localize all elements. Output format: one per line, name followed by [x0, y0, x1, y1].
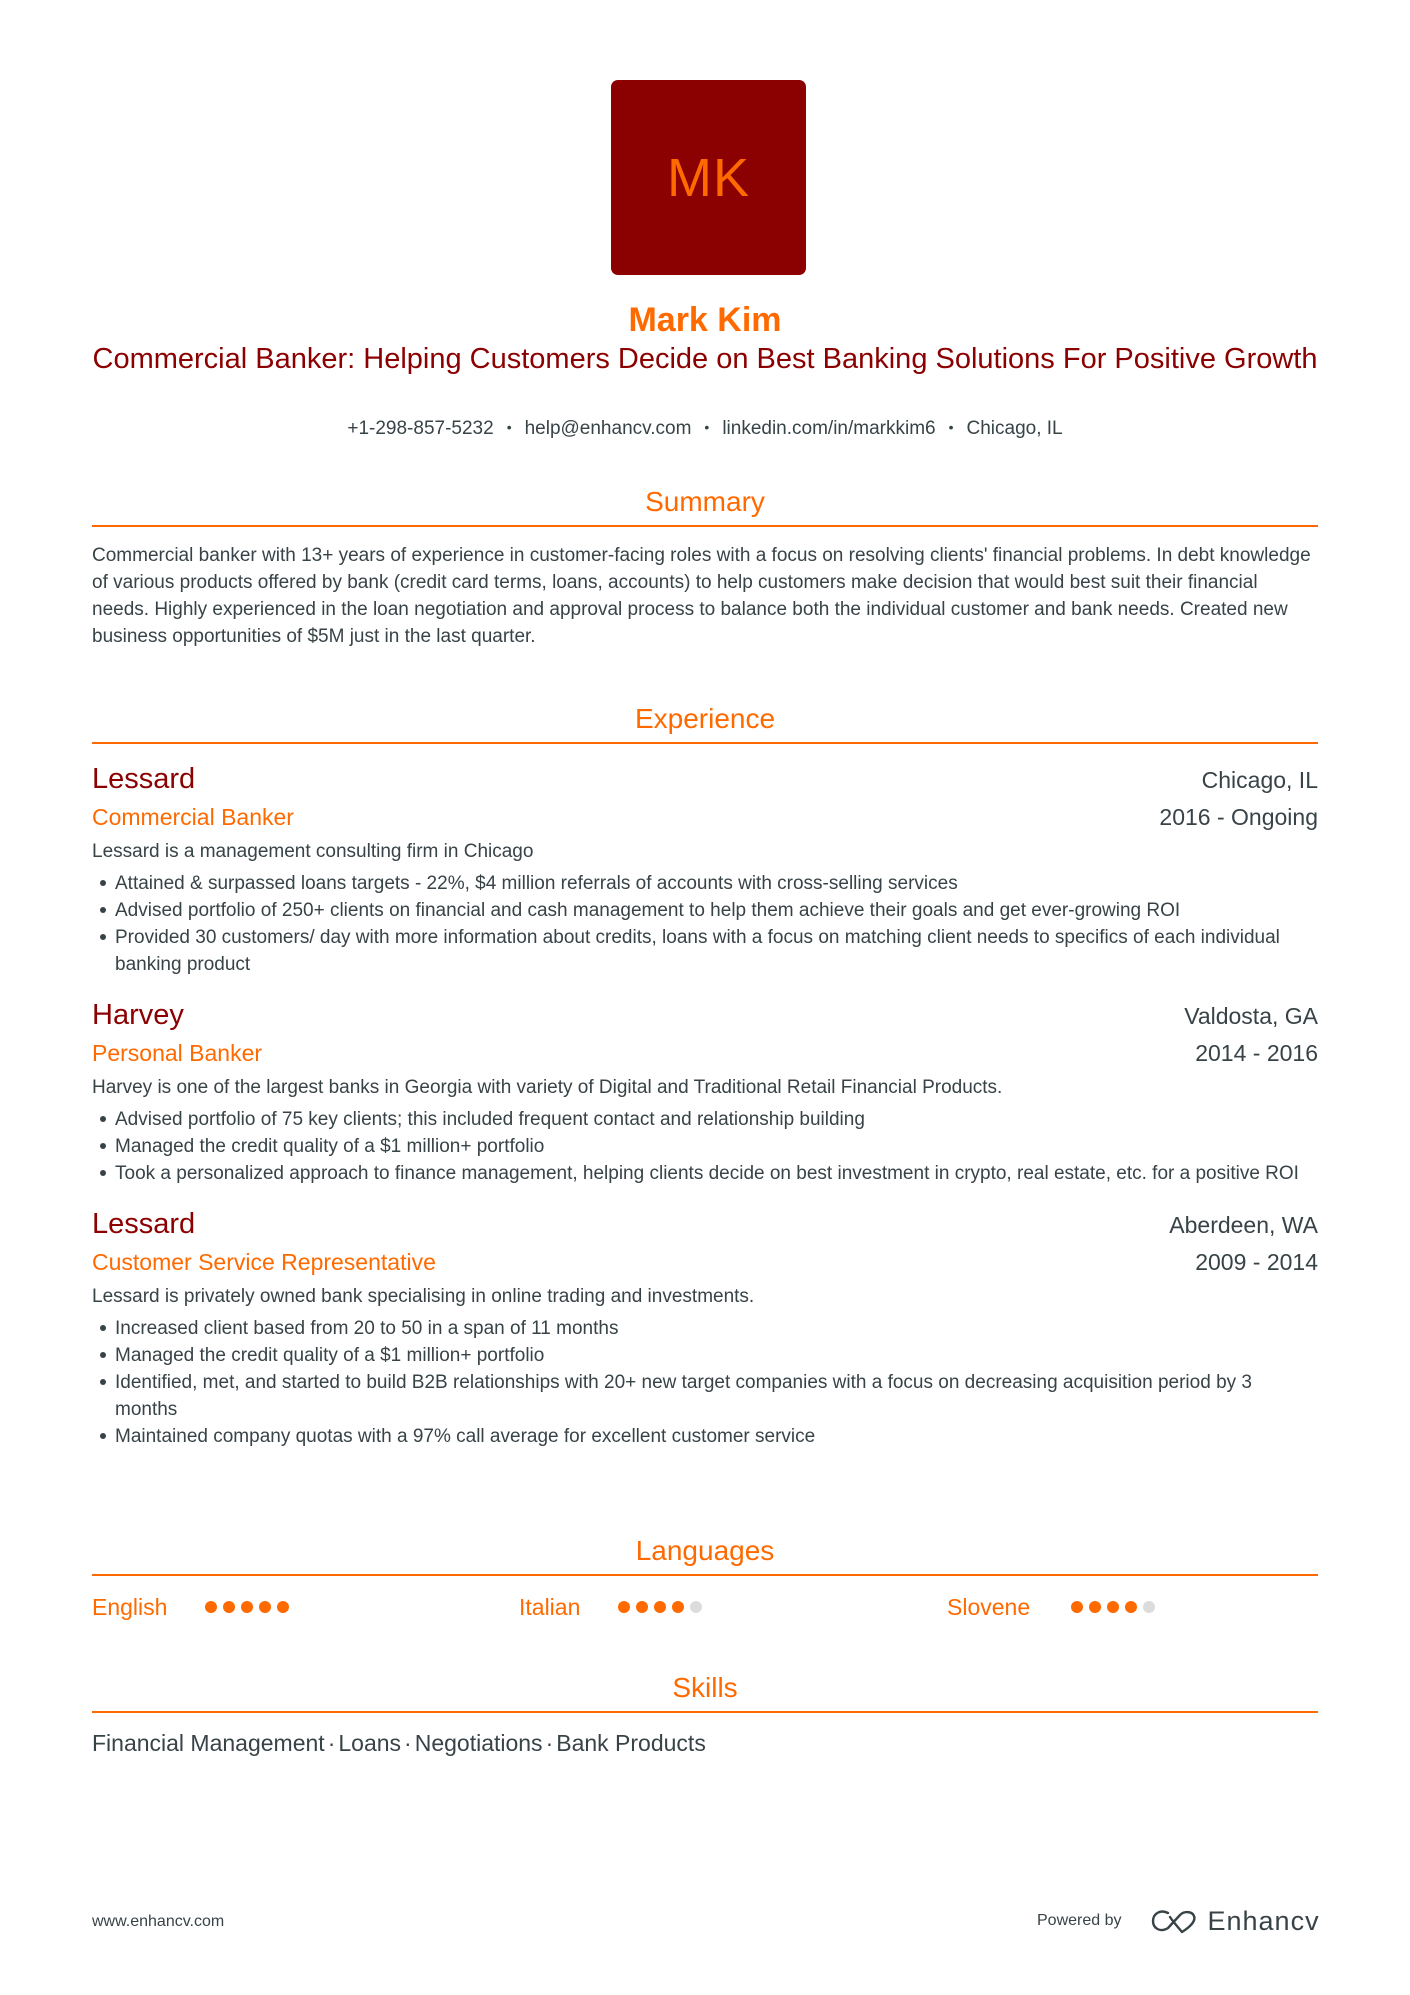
language-item — [92, 1590, 167, 1624]
list-item: Managed the credit quality of a $1 million+ portfolio — [92, 1342, 1318, 1369]
phone[interactable]: +1-298-857-5232 — [347, 418, 494, 439]
dot-filled-icon — [1107, 1601, 1119, 1613]
job-title: Commercial Banker — [92, 804, 294, 830]
contact-line — [0, 414, 1410, 442]
dot-empty-icon — [690, 1601, 702, 1613]
proficiency-dots — [205, 1601, 295, 1613]
dot-filled-icon — [277, 1601, 289, 1613]
job-dates: 2014 - 2016 — [1195, 1040, 1318, 1066]
summary-text: Commercial banker with 13+ years of experience in customer-facing roles with a focus on resolving clients' financial problems. In debt knowledge of various products offered by bank (credit card terms, loans, accounts) to help customers make decision that would best suit their financial needs. Highly experienced in the loan negotiation and approval process to balance both the individual customer and bank needs. Created new business opportunities of $5M just in the last quarter. — [92, 545, 1311, 647]
avatar-initials: MK — [667, 147, 750, 208]
footer-branding[interactable] — [1037, 1903, 1320, 1939]
experience-entry — [92, 760, 1318, 978]
dot-filled-icon — [259, 1601, 271, 1613]
language-list — [92, 1590, 1318, 1630]
experience-entry — [92, 1205, 1318, 1450]
candidate-headline: Commercial Banker: Helping Customers Decide on Best Banking Solutions For Positive Growth — [92, 343, 1318, 375]
job-location: Valdosta, GA — [1184, 1003, 1318, 1029]
company-description: Lessard is a management consulting firm in Chicago — [92, 841, 534, 862]
language-item — [519, 1590, 580, 1624]
dot-filled-icon — [241, 1601, 253, 1613]
language-name: English — [92, 1593, 168, 1620]
job-title: Personal Banker — [92, 1040, 263, 1066]
proficiency-dots — [618, 1601, 708, 1613]
company-name: Lessard — [92, 1208, 196, 1240]
dot-filled-icon — [205, 1601, 217, 1613]
list-item: Increased client based from 20 to 50 in a span of 11 months — [92, 1315, 1318, 1342]
list-item: Advised portfolio of 75 key clients; this included frequent contact and relationship building — [92, 1106, 1318, 1133]
list-item: Attained & surpassed loans targets - 22%, $4 million referrals of accounts with cross-selling services — [92, 870, 1318, 897]
skill-item: Financial Management — [92, 1730, 325, 1756]
skill-item: Negotiations — [414, 1730, 543, 1756]
brand-name: Enhancv — [1207, 1905, 1320, 1936]
separator-dot: • — [704, 419, 710, 435]
dot-filled-icon — [1071, 1601, 1083, 1613]
section-title-summary: Summary — [92, 484, 1318, 527]
dot-empty-icon — [1143, 1601, 1155, 1613]
email[interactable]: help@enhancv.com — [524, 418, 692, 439]
list-item: Provided 30 customers/ day with more information about credits, loans with a focus on matching client needs to specifics of each individual banking product — [92, 924, 1318, 978]
list-item: Identified, met, and started to build B2B relationships with 20+ new target companies with a focus on decreasing acquisition period by 3 months — [92, 1369, 1318, 1423]
avatar — [611, 80, 806, 275]
company-name: Lessard — [92, 763, 196, 795]
language-name: Italian — [519, 1593, 581, 1620]
dot-filled-icon — [1089, 1601, 1101, 1613]
proficiency-dots — [1071, 1601, 1161, 1613]
skill-item: Loans — [338, 1730, 402, 1756]
skills-list — [92, 1727, 1318, 1759]
job-location: Aberdeen, WA — [1169, 1212, 1318, 1238]
languages-section — [92, 1533, 1318, 1630]
achievement-list — [92, 1106, 1318, 1187]
section-title-languages: Languages — [92, 1533, 1318, 1576]
experience-entry — [92, 996, 1318, 1187]
language-item — [947, 1590, 1030, 1624]
enhancv-logo-icon — [1150, 1907, 1198, 1935]
dot-filled-icon — [654, 1601, 666, 1613]
list-item: Advised portfolio of 250+ clients on financial and cash management to help them achieve their goals and get ever-growing ROI — [92, 897, 1318, 924]
section-title-experience: Experience — [92, 701, 1318, 744]
experience-section — [92, 701, 1318, 1450]
skill-separator: · — [327, 1730, 336, 1756]
dot-filled-icon — [636, 1601, 648, 1613]
candidate-name: Mark Kim — [628, 301, 782, 339]
location: Chicago, IL — [966, 418, 1063, 439]
job-title: Customer Service Representative — [92, 1249, 436, 1275]
list-item: Took a personalized approach to finance management, helping clients decide on best investment in crypto, real estate, etc. for a positive ROI — [92, 1160, 1318, 1187]
job-dates: 2009 - 2014 — [1195, 1249, 1318, 1275]
separator-dot: • — [506, 419, 512, 435]
achievement-list — [92, 870, 1318, 978]
list-item: Maintained company quotas with a 97% call average for excellent customer service — [92, 1423, 1318, 1450]
powered-by-label: Powered by — [1037, 1912, 1122, 1929]
dot-filled-icon — [223, 1601, 235, 1613]
language-name: Slovene — [947, 1593, 1031, 1620]
dot-filled-icon — [618, 1601, 630, 1613]
summary-section — [92, 484, 1318, 650]
company-name: Harvey — [92, 999, 184, 1031]
skills-section — [92, 1670, 1318, 1759]
achievement-list — [92, 1315, 1318, 1450]
footer-website-link[interactable]: www.enhancv.com — [92, 1913, 225, 1930]
company-description: Lessard is privately owned bank specialising in online trading and investments. — [92, 1286, 755, 1307]
job-location: Chicago, IL — [1201, 767, 1318, 793]
skill-separator: · — [404, 1730, 412, 1756]
job-dates: 2016 - Ongoing — [1159, 804, 1318, 830]
linkedin-link[interactable]: linkedin.com/in/markkim6 — [722, 418, 936, 439]
dot-filled-icon — [1125, 1601, 1137, 1613]
skill-separator: · — [545, 1730, 554, 1756]
section-title-skills: Skills — [92, 1670, 1318, 1713]
list-item: Managed the credit quality of a $1 million+ portfolio — [92, 1133, 1318, 1160]
skill-item: Bank Products — [556, 1730, 706, 1756]
dot-filled-icon — [672, 1601, 684, 1613]
separator-dot: • — [948, 419, 954, 435]
company-description: Harvey is one of the largest banks in Georgia with variety of Digital and Traditional Retail Financial Products. — [92, 1077, 1003, 1098]
